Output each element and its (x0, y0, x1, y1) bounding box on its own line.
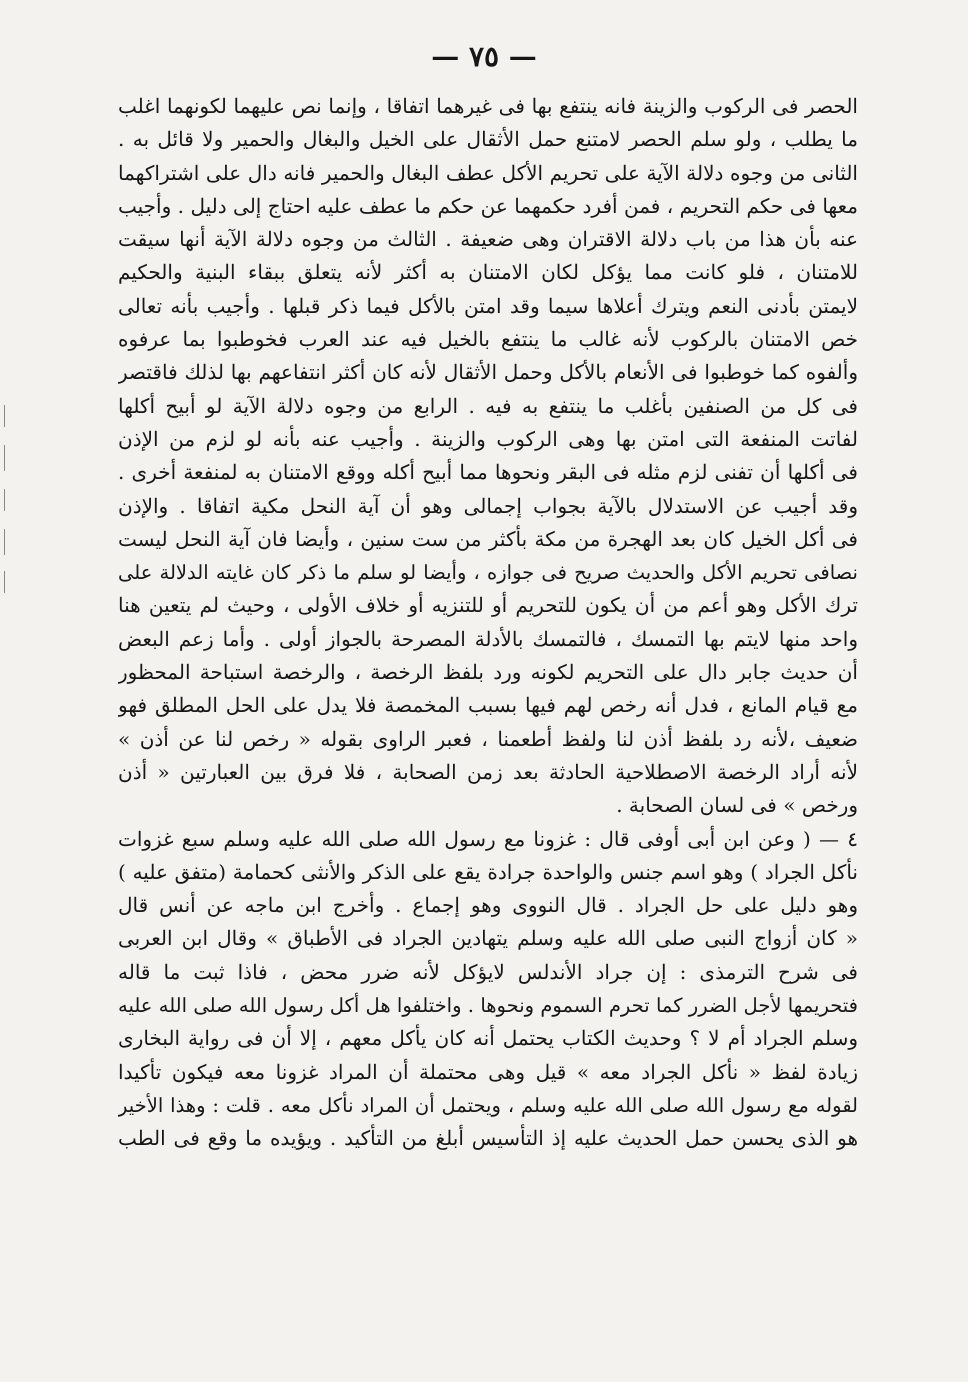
text-line: أن حديث جابر دال على التحريم لكونه ورد بلفظ الرخصة ، والرخصة استباحة المحظور (118, 660, 858, 685)
text-line: وسلم الجراد أم لا ؟ وحديث الكتاب يحتمل أنه كان يأكل معهم ، إلا أن فى رواية البخارى (118, 1026, 858, 1051)
text-line: زيادة لفظ « نأكل الجراد معه » قيل وهى محتملة أن المراد غزونا معه فيكون تأكيدا (118, 1059, 858, 1084)
margin-tick (4, 529, 5, 555)
text-line: وقد أجيب عن الاستدلال بالآية بجواب إجمالى وهو أن آية النحل مكية اتفاقا . والإذن (118, 493, 858, 518)
text-line: نأكل الجراد ) وهو اسم جنس والواحدة جرادة يقع على الذكر والأنثى كحمامة (متفق عليه ) (118, 859, 858, 884)
margin-tick (4, 405, 5, 427)
text-line: ورخص » فى لسان الصحابة . (616, 793, 858, 818)
text-line: ضعيف ،لأنه رد بلفظ أذن لنا ولفظ أطعمنا ، فعبر الراوى بقوله « رخص لنا عن أذن » (118, 726, 858, 751)
text-line: لأنه أراد الرخصة الاصطلاحية الحادثة بعد زمن الصحابة ، فلا فرق بين العبارتين « أذن (118, 759, 858, 784)
text-line: ترك الأكل وهو أعم من أن يكون للتحريم أو للتنزيه أو خلاف الأولى ، وحيث لم يتعين هنا (118, 593, 858, 618)
text-line: الثانى من وجوه دلالة الآية على تحريم الأكل عطف البغال والحمير فانه دال على اشتراكهما (118, 160, 858, 185)
margin-tick (4, 571, 5, 593)
text-line: لقوله مع رسول الله صلى الله عليه وسلم ، ويحتمل أن المراد نأكل معه . قلت : وهذا الأخير (118, 1093, 858, 1117)
margin-tick (4, 489, 5, 511)
margin-tick (4, 445, 5, 471)
body-text (118, 90, 858, 1156)
text-line: عنه بأن هذا من باب دلالة الاقتران وهى ضعيفة . الثالث من وجوه دلالة الآية أنها سيقت (118, 227, 858, 252)
text-line: لفاتت المنفعة التى امتن بها وهى الركوب والزينة . وأجيب عنه بأنه لو لزم من الإذن (118, 426, 858, 451)
text-line: مع قيام المانع ، فدل أنه رخص لهم فيها بسبب المخمصة فلا يدل على الحل المطلق فهو (118, 693, 858, 718)
text-line: هو الذى يحسن حمل الحديث عليه إذ التأسيس أبلغ من التأكيد . ويؤيده ما وقع فى الطب (118, 1126, 858, 1151)
text-line: لايمتن بأدنى النعم ويترك أعلاها سيما وقد امتن بالأكل فيما ذكر قبلها . وأجيب بأنه تعالى (118, 293, 858, 318)
text-line: فى شرح الترمذى : إن جراد الأندلس لايؤكل لأنه ضرر محض ، فاذا ثبت ما قاله (118, 959, 858, 984)
text-line: فى أكل الخيل كان بعد الهجرة من مكة بأكثر من ست سنين ، وأيضا فان آية النحل ليست (118, 526, 858, 551)
text-line: وهو دليل على حل الجراد . قال النووى وهو إجماع . وأخرج ابن ماجه عن أنس قال (118, 893, 858, 918)
margin-marks (0, 405, 10, 595)
text-line: الحصر فى الركوب والزينة فانه ينتفع بها فى غيرهما اتفاقا ، وإنما نص عليهما لكونهما اغلب (118, 94, 858, 118)
text-line: فتحريمها لأجل الضرر كما تحرم السموم ونحوها . واختلفوا هل أكل رسول الله صلى الله عليه (118, 994, 858, 1018)
text-line: للامتنان ، فلو كانت مما يؤكل لكان الامتنان به أكثر لأنه يتعلق ببقاء البنية والحكيم (118, 260, 858, 285)
text-line: فى أكلها أن تفنى لزم مثله فى البقر ونحوها مما أبيح أكله ووقع الامتنان به لمنفعة أخرى . (118, 460, 858, 485)
text-line: ما يطلب ، ولو سلم الحصر لامتنع حمل الأثقال على الخيل والبغال والحمير ولا قائل به . (118, 127, 858, 152)
text-line: خص الامتنان بالركوب لأنه غالب ما ينتفع بالخيل فيه عند العرب فخوطبوا بما عرفوه (118, 327, 858, 352)
page-number: — ٧٥ — (431, 40, 537, 73)
text-line: فى كل من الصنفين بأغلب ما ينتفع به فيه . الرابع من وجوه دلالة الآية لو أبيح أكلها (118, 393, 858, 418)
text-line: « كان أزواج النبى صلى الله عليه وسلم يتهادين الجراد فى الأطباق » وقال ابن العربى (118, 926, 858, 951)
text-line: ٤ — ( وعن ابن أبى أوفى قال : غزونا مع رسول الله صلى الله عليه وسلم سبع غزوات (118, 826, 858, 851)
text-line: نصافى تحريم الأكل والحديث صريح فى جوازه ، وأيضا لو سلم ما ذكر كان غايته الدلالة على (118, 561, 858, 585)
text-line: واحد منها لايتم بها التمسك ، فالتمسك بالأدلة المصرحة بالجواز أولى . وأما زعم البعض (118, 626, 858, 651)
text-line: معها فى حكم التحريم ، فمن أفرد حكمهما عن حكم ما عطف عليه احتاج إلى دليل . وأجيب (118, 193, 858, 218)
text-line: وألفوه كما خوطبوا فى الأنعام بالأكل وحمل الأثقال لأنه كان أكثر انتفاعهم بها لذلك فاقتصر (118, 360, 858, 385)
